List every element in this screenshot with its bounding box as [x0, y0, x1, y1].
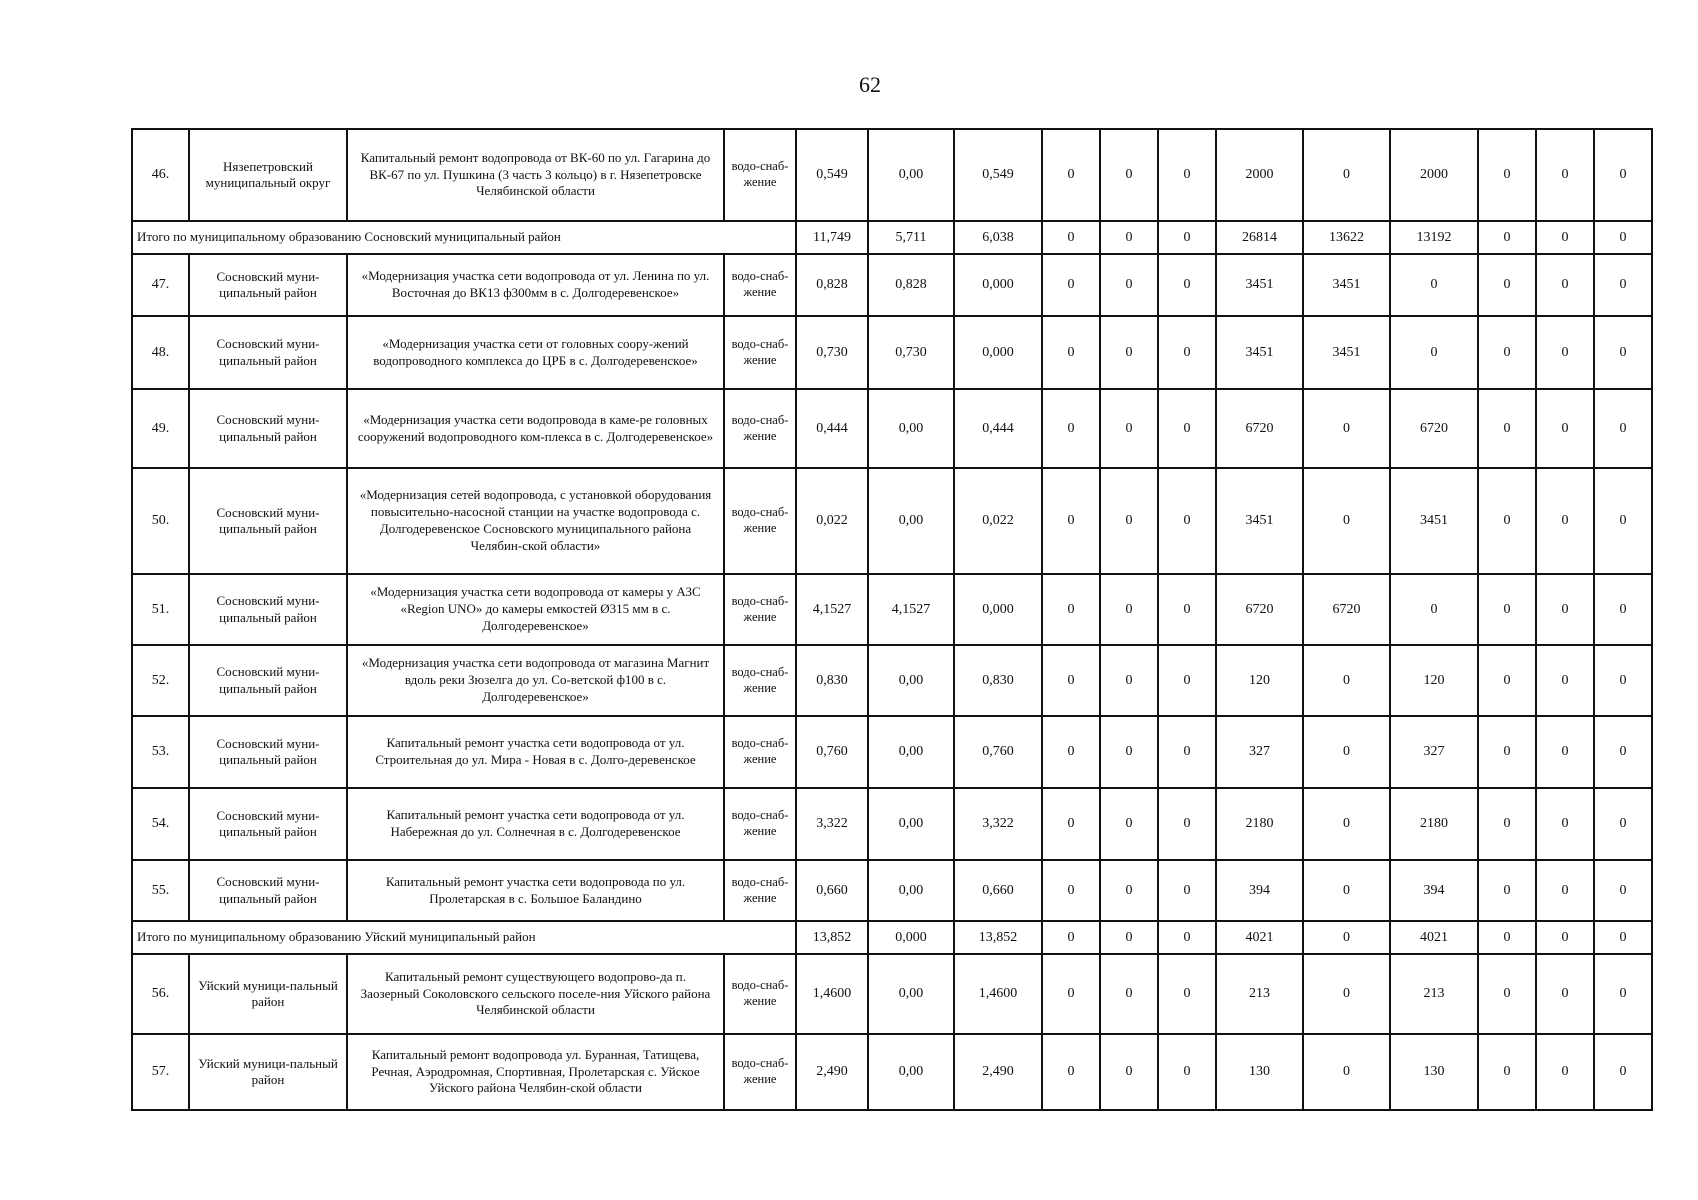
value-cell: 3451 [1216, 254, 1303, 316]
description-cell: «Модернизация участка сети водопровода от ул. Ленина по ул. Восточная до ВК13 ф300мм в с. Долгодеревенское» [347, 254, 724, 316]
table-row [132, 468, 1652, 574]
value-cell: 0 [1536, 954, 1594, 1034]
type-cell: водо-снаб-жение [724, 954, 796, 1034]
value-cell: 0 [1478, 221, 1536, 254]
value-cell: 0,000 [868, 921, 954, 954]
table-row [132, 389, 1652, 468]
value-cell: 0 [1100, 254, 1158, 316]
value-cell: 0,00 [868, 1034, 954, 1110]
value-cell: 0 [1594, 254, 1652, 316]
type-cell: водо-снаб-жение [724, 468, 796, 574]
value-cell: 0 [1158, 468, 1216, 574]
value-cell: 0,828 [868, 254, 954, 316]
value-cell: 0,730 [796, 316, 868, 389]
value-cell: 0 [1100, 716, 1158, 788]
value-cell: 0 [1536, 921, 1594, 954]
type-cell: водо-снаб-жение [724, 316, 796, 389]
value-cell: 0 [1594, 316, 1652, 389]
value-cell: 3,322 [796, 788, 868, 860]
value-cell: 0 [1594, 1034, 1652, 1110]
municipality-cell: Сосновский муни-ципальный район [189, 389, 347, 468]
municipality-cell: Нязепетровский муниципальный округ [189, 129, 347, 221]
municipality-cell: Сосновский муни-ципальный район [189, 860, 347, 921]
value-cell: 0 [1100, 389, 1158, 468]
value-cell: 2000 [1216, 129, 1303, 221]
value-cell: 0 [1042, 788, 1100, 860]
value-cell: 0 [1594, 468, 1652, 574]
total-row [132, 921, 1652, 954]
type-cell: водо-снаб-жение [724, 860, 796, 921]
value-cell: 6720 [1216, 574, 1303, 645]
type-cell: водо-снаб-жение [724, 574, 796, 645]
value-cell: 0,00 [868, 468, 954, 574]
municipality-cell: Сосновский муни-ципальный район [189, 716, 347, 788]
row-number-cell: 53. [132, 716, 189, 788]
value-cell: 0 [1536, 468, 1594, 574]
value-cell: 0 [1100, 860, 1158, 921]
value-cell: 6,038 [954, 221, 1042, 254]
investment-table [131, 128, 1653, 1111]
value-cell: 394 [1216, 860, 1303, 921]
value-cell: 0 [1042, 954, 1100, 1034]
table-row [132, 716, 1652, 788]
value-cell: 0,830 [796, 645, 868, 716]
description-cell: «Модернизация участка сети водопровода в каме-ре головных сооружений водопроводного ком-плекса в с. Долгодеревенское» [347, 389, 724, 468]
total-label-cell: Итого по муниципальному образованию Сосновский муниципальный район [132, 221, 796, 254]
type-cell: водо-снаб-жение [724, 645, 796, 716]
value-cell: 0 [1536, 389, 1594, 468]
value-cell: 0 [1158, 316, 1216, 389]
table-body [132, 129, 1652, 1110]
value-cell: 4021 [1216, 921, 1303, 954]
type-cell: водо-снаб-жение [724, 1034, 796, 1110]
value-cell: 0 [1390, 254, 1478, 316]
value-cell: 0 [1100, 1034, 1158, 1110]
table-row [132, 788, 1652, 860]
value-cell: 0,730 [868, 316, 954, 389]
value-cell: 0,00 [868, 129, 954, 221]
value-cell: 0 [1536, 254, 1594, 316]
value-cell: 0 [1478, 788, 1536, 860]
type-cell: водо-снаб-жение [724, 129, 796, 221]
value-cell: 327 [1390, 716, 1478, 788]
value-cell: 0,022 [954, 468, 1042, 574]
value-cell: 0 [1536, 1034, 1594, 1110]
value-cell: 0 [1042, 574, 1100, 645]
value-cell: 0 [1536, 129, 1594, 221]
municipality-cell: Сосновский муни-ципальный район [189, 254, 347, 316]
municipality-cell: Сосновский муни-ципальный район [189, 645, 347, 716]
value-cell: 13,852 [796, 921, 868, 954]
row-number-cell: 52. [132, 645, 189, 716]
value-cell: 0 [1536, 316, 1594, 389]
type-cell: водо-снаб-жение [724, 788, 796, 860]
value-cell: 0 [1536, 574, 1594, 645]
type-cell: водо-снаб-жение [724, 389, 796, 468]
type-cell: водо-снаб-жение [724, 716, 796, 788]
value-cell: 0 [1158, 129, 1216, 221]
value-cell: 0 [1158, 389, 1216, 468]
value-cell: 0 [1158, 788, 1216, 860]
page-number: 62 [859, 72, 881, 97]
value-cell: 0 [1158, 645, 1216, 716]
description-cell: Капитальный ремонт участка сети водопровода по ул. Пролетарская в с. Большое Баландино [347, 860, 724, 921]
value-cell: 0 [1100, 921, 1158, 954]
municipality-cell: Сосновский муни-ципальный район [189, 574, 347, 645]
value-cell: 0,000 [954, 316, 1042, 389]
value-cell: 0 [1594, 389, 1652, 468]
value-cell: 0 [1042, 389, 1100, 468]
row-number-cell: 46. [132, 129, 189, 221]
value-cell: 0 [1594, 574, 1652, 645]
value-cell: 0 [1042, 316, 1100, 389]
value-cell: 6720 [1303, 574, 1390, 645]
value-cell: 0,660 [954, 860, 1042, 921]
value-cell: 0,00 [868, 645, 954, 716]
value-cell: 120 [1216, 645, 1303, 716]
value-cell: 0 [1478, 254, 1536, 316]
row-number-cell: 57. [132, 1034, 189, 1110]
value-cell: 0 [1042, 468, 1100, 574]
value-cell: 0 [1478, 954, 1536, 1034]
value-cell: 2180 [1390, 788, 1478, 860]
value-cell: 0 [1158, 860, 1216, 921]
value-cell: 0 [1042, 645, 1100, 716]
value-cell: 6720 [1390, 389, 1478, 468]
total-row [132, 221, 1652, 254]
value-cell: 0 [1158, 716, 1216, 788]
value-cell: 0 [1536, 860, 1594, 921]
value-cell: 0,760 [954, 716, 1042, 788]
value-cell: 0 [1100, 468, 1158, 574]
value-cell: 0 [1042, 921, 1100, 954]
value-cell: 0 [1478, 389, 1536, 468]
table-row [132, 1034, 1652, 1110]
value-cell: 0,760 [796, 716, 868, 788]
table-row [132, 860, 1652, 921]
value-cell: 0 [1536, 645, 1594, 716]
value-cell: 0 [1536, 716, 1594, 788]
value-cell: 0 [1303, 921, 1390, 954]
value-cell: 26814 [1216, 221, 1303, 254]
value-cell: 4021 [1390, 921, 1478, 954]
table-row [132, 574, 1652, 645]
value-cell: 0 [1158, 221, 1216, 254]
value-cell: 0 [1303, 716, 1390, 788]
value-cell: 0,00 [868, 389, 954, 468]
description-cell: Капитальный ремонт водопровода от ВК-60 по ул. Гагарина до ВК-67 по ул. Пушкина (3 часть 3 кольцо) в г. Нязепетровске Челябинской области [347, 129, 724, 221]
value-cell: 130 [1216, 1034, 1303, 1110]
value-cell: 0 [1594, 221, 1652, 254]
value-cell: 0 [1478, 316, 1536, 389]
value-cell: 0,830 [954, 645, 1042, 716]
value-cell: 3451 [1390, 468, 1478, 574]
value-cell: 213 [1216, 954, 1303, 1034]
value-cell: 2000 [1390, 129, 1478, 221]
value-cell: 0,828 [796, 254, 868, 316]
value-cell: 0 [1594, 860, 1652, 921]
value-cell: 13622 [1303, 221, 1390, 254]
table-row [132, 254, 1652, 316]
value-cell: 0 [1100, 954, 1158, 1034]
value-cell: 0,000 [954, 574, 1042, 645]
value-cell: 0 [1594, 645, 1652, 716]
row-number-cell: 56. [132, 954, 189, 1034]
description-cell: Капитальный ремонт участка сети водопровода от ул. Набережная до ул. Солнечная в с. Долгодеревенское [347, 788, 724, 860]
value-cell: 0 [1303, 860, 1390, 921]
value-cell: 0 [1042, 254, 1100, 316]
value-cell: 0 [1478, 645, 1536, 716]
description-cell: «Модернизация участка сети водопровода от магазина Магнит вдоль реки Зюзелга до ул. Со-ветской ф100 в с. Долгодеревенское» [347, 645, 724, 716]
municipality-cell: Сосновский муни-ципальный район [189, 788, 347, 860]
value-cell: 0 [1303, 788, 1390, 860]
value-cell: 130 [1390, 1034, 1478, 1110]
value-cell: 5,711 [868, 221, 954, 254]
value-cell: 0 [1594, 954, 1652, 1034]
value-cell: 0 [1158, 254, 1216, 316]
value-cell: 3451 [1216, 468, 1303, 574]
value-cell: 0 [1478, 860, 1536, 921]
value-cell: 0,022 [796, 468, 868, 574]
value-cell: 0 [1303, 468, 1390, 574]
value-cell: 0,549 [796, 129, 868, 221]
municipality-cell: Уйский муници-пальный район [189, 954, 347, 1034]
value-cell: 120 [1390, 645, 1478, 716]
value-cell: 0 [1303, 645, 1390, 716]
value-cell: 0 [1478, 1034, 1536, 1110]
row-number-cell: 47. [132, 254, 189, 316]
value-cell: 0 [1536, 221, 1594, 254]
value-cell: 3451 [1303, 316, 1390, 389]
value-cell: 0 [1042, 129, 1100, 221]
value-cell: 0,00 [868, 788, 954, 860]
value-cell: 4,1527 [868, 574, 954, 645]
value-cell: 0 [1042, 1034, 1100, 1110]
municipality-cell: Сосновский муни-ципальный район [189, 468, 347, 574]
value-cell: 394 [1390, 860, 1478, 921]
value-cell: 0 [1536, 788, 1594, 860]
row-number-cell: 55. [132, 860, 189, 921]
value-cell: 0 [1478, 921, 1536, 954]
value-cell: 0 [1158, 574, 1216, 645]
value-cell: 327 [1216, 716, 1303, 788]
table-row [132, 954, 1652, 1034]
value-cell: 0,000 [954, 254, 1042, 316]
value-cell: 0,444 [954, 389, 1042, 468]
value-cell: 3451 [1216, 316, 1303, 389]
value-cell: 0 [1594, 716, 1652, 788]
value-cell: 0 [1158, 921, 1216, 954]
value-cell: 0 [1478, 468, 1536, 574]
value-cell: 0 [1390, 574, 1478, 645]
value-cell: 0 [1303, 389, 1390, 468]
value-cell: 0 [1042, 716, 1100, 788]
value-cell: 0 [1478, 574, 1536, 645]
row-number-cell: 49. [132, 389, 189, 468]
municipality-cell: Уйский муници-пальный район [189, 1034, 347, 1110]
value-cell: 1,4600 [796, 954, 868, 1034]
row-number-cell: 48. [132, 316, 189, 389]
description-cell: «Модернизация участка сети от головных соору-жений водопроводного комплекса до ЦРБ в с. Долгодеревенское» [347, 316, 724, 389]
value-cell: 0,549 [954, 129, 1042, 221]
description-cell: Капитальный ремонт участка сети водопровода от ул. Строительная до ул. Мира - Новая в с. Долго-деревенское [347, 716, 724, 788]
value-cell: 4,1527 [796, 574, 868, 645]
value-cell: 1,4600 [954, 954, 1042, 1034]
value-cell: 0 [1478, 129, 1536, 221]
value-cell: 0 [1303, 1034, 1390, 1110]
value-cell: 0,00 [868, 716, 954, 788]
value-cell: 0 [1100, 788, 1158, 860]
total-label-cell: Итого по муниципальному образованию Уйский муниципальный район [132, 921, 796, 954]
value-cell: 0 [1100, 316, 1158, 389]
description-cell: Капитальный ремонт существующего водопрово-да п. Заозерный Соколовского сельского поселе-ния Уйского района Челябинской области [347, 954, 724, 1034]
value-cell: 13192 [1390, 221, 1478, 254]
value-cell: 0 [1158, 1034, 1216, 1110]
value-cell: 0 [1594, 921, 1652, 954]
value-cell: 0 [1100, 129, 1158, 221]
value-cell: 0 [1303, 954, 1390, 1034]
description-cell: «Модернизация сетей водопровода, с установкой оборудования повысительно-насосной станции на участке водопровода с. Долгодеревенское Сосновского муниципального района Челябин-ской области» [347, 468, 724, 574]
value-cell: 0,660 [796, 860, 868, 921]
value-cell: 0 [1042, 221, 1100, 254]
value-cell: 0 [1100, 645, 1158, 716]
table-row [132, 129, 1652, 221]
value-cell: 0 [1100, 574, 1158, 645]
municipality-cell: Сосновский муни-ципальный район [189, 316, 347, 389]
value-cell: 213 [1390, 954, 1478, 1034]
value-cell: 0 [1100, 221, 1158, 254]
value-cell: 0 [1594, 129, 1652, 221]
value-cell: 0 [1158, 954, 1216, 1034]
value-cell: 11,749 [796, 221, 868, 254]
type-cell: водо-снаб-жение [724, 254, 796, 316]
value-cell: 0 [1303, 129, 1390, 221]
value-cell: 3451 [1303, 254, 1390, 316]
value-cell: 3,322 [954, 788, 1042, 860]
value-cell: 0,00 [868, 954, 954, 1034]
table-row [132, 645, 1652, 716]
value-cell: 0,444 [796, 389, 868, 468]
description-cell: Капитальный ремонт водопровода ул. Буранная, Татищева, Речная, Аэродромная, Спортивная, Пролетарская с. Уйское Уйского района Челябин-ской области [347, 1034, 724, 1110]
row-number-cell: 50. [132, 468, 189, 574]
value-cell: 0 [1390, 316, 1478, 389]
value-cell: 0,00 [868, 860, 954, 921]
value-cell: 2,490 [954, 1034, 1042, 1110]
value-cell: 0 [1594, 788, 1652, 860]
value-cell: 0 [1478, 716, 1536, 788]
value-cell: 2,490 [796, 1034, 868, 1110]
value-cell: 2180 [1216, 788, 1303, 860]
description-cell: «Модернизация участка сети водопровода от камеры у АЗС «Region UNO» до камеры емкостей Ø315 мм в с. Долгодеревенское» [347, 574, 724, 645]
value-cell: 6720 [1216, 389, 1303, 468]
row-number-cell: 51. [132, 574, 189, 645]
value-cell: 13,852 [954, 921, 1042, 954]
table-row [132, 316, 1652, 389]
value-cell: 0 [1042, 860, 1100, 921]
row-number-cell: 54. [132, 788, 189, 860]
